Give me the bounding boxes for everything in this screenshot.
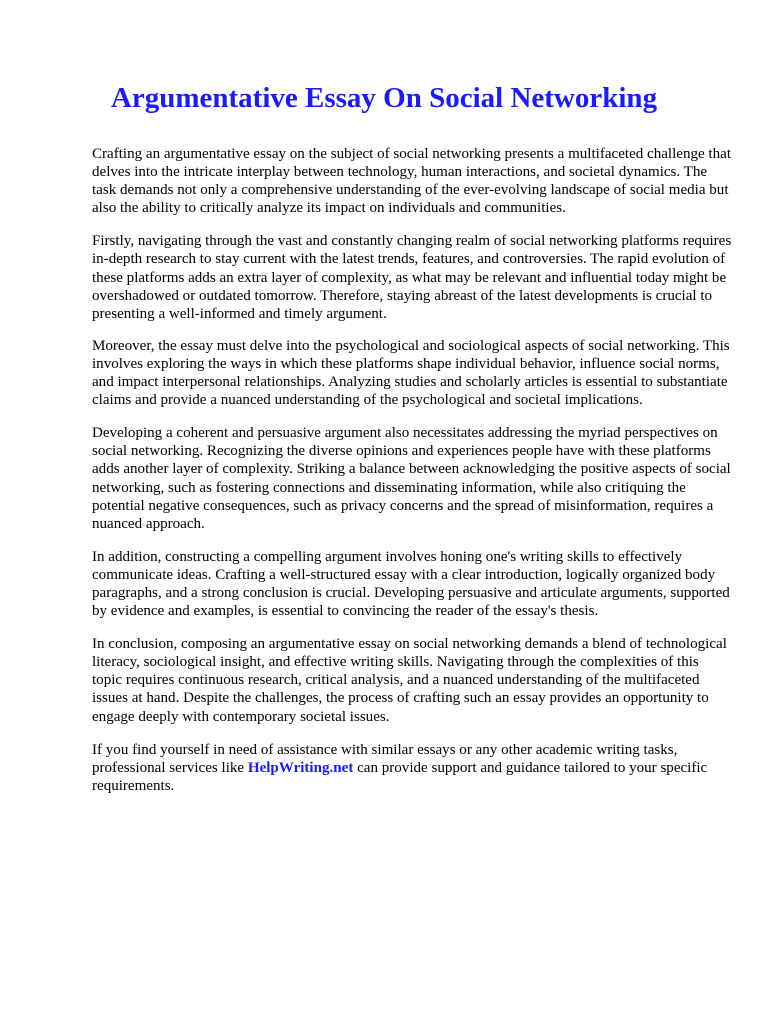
closing-text-after-link: can provide support and guidance tailored to your specific requirements.: [92, 759, 708, 794]
document-title: Argumentative Essay On Social Networking: [110, 82, 658, 114]
paragraph-research: Firstly, navigating through the vast and constantly changing realm of social networking platforms requires in-depth research to stay current with the latest trends, features, and controversies. The rapid evolution of these platforms adds an extra layer of complexity, as what may be relevant and influential today might be overshadowed or outdated tomorrow. Therefore, staying abreast of the latest developments is crucial to presenting a well-informed and timely argument.: [92, 233, 732, 322]
paragraph-psychology: Moreover, the essay must delve into the psychological and sociological aspects of social networking. This involves exploring the ways in which these platforms shape individual behavior, influence social norms, and impact interpersonal relationships. Analyzing studies and scholarly articles is essential to substantiate claims and provide a nuanced understanding of the psychological and societal implications.: [92, 337, 730, 409]
paragraph-perspectives: Developing a coherent and persuasive argument also necessitates addressing the myriad perspectives on social networking. Recognizing the diverse opinions and experiences people have with these platforms adds another layer of complexity. Striking a balance between acknowledging the positive aspects of social networking, such as fostering connections and disseminating information, while also critiquing the potential negative consequences, such as privacy concerns and the spread of misinformation, requires a nuanced approach.: [92, 425, 731, 532]
paragraph-intro: Crafting an argumentative essay on the subject of social networking presents a multifaceted challenge that delves into the intricate interplay between technology, human interactions, and societal dynamics. The task demands not only a comprehensive understanding of the ever-evolving landscape of social media but also the ability to critically analyze its impact on individuals and communities.: [92, 146, 732, 217]
closing-text-before-link: If you find yourself in need of assistance with similar essays or any other academic writing tasks, professional services like: [92, 741, 678, 776]
paragraph-closing: [92, 741, 732, 795]
paragraph-writing-skills: In addition, constructing a compelling argument involves honing one's writing skills to effectively communicate ideas. Crafting a well-structured essay with a clear introduction, logically organized body paragraphs, and a strong conclusion is crucial. Developing persuasive and articulate arguments, supported by evidence and examples, is essential to convincing the reader of the essay's thesis.: [92, 548, 730, 620]
paragraph-conclusion: In conclusion, composing an argumentative essay on social networking demands a blend of technological literacy, sociological insight, and effective writing skills. Navigating through the complexities of this topic requires continuous research, critical analysis, and a nuanced understanding of the multifaceted issues at hand. Despite the challenges, the process of crafting such an essay provides an opportunity to engage deeply with contemporary societal issues.: [92, 636, 727, 725]
document-body: [92, 145, 732, 810]
helpwriting-link[interactable]: HelpWriting.net: [247, 759, 354, 776]
